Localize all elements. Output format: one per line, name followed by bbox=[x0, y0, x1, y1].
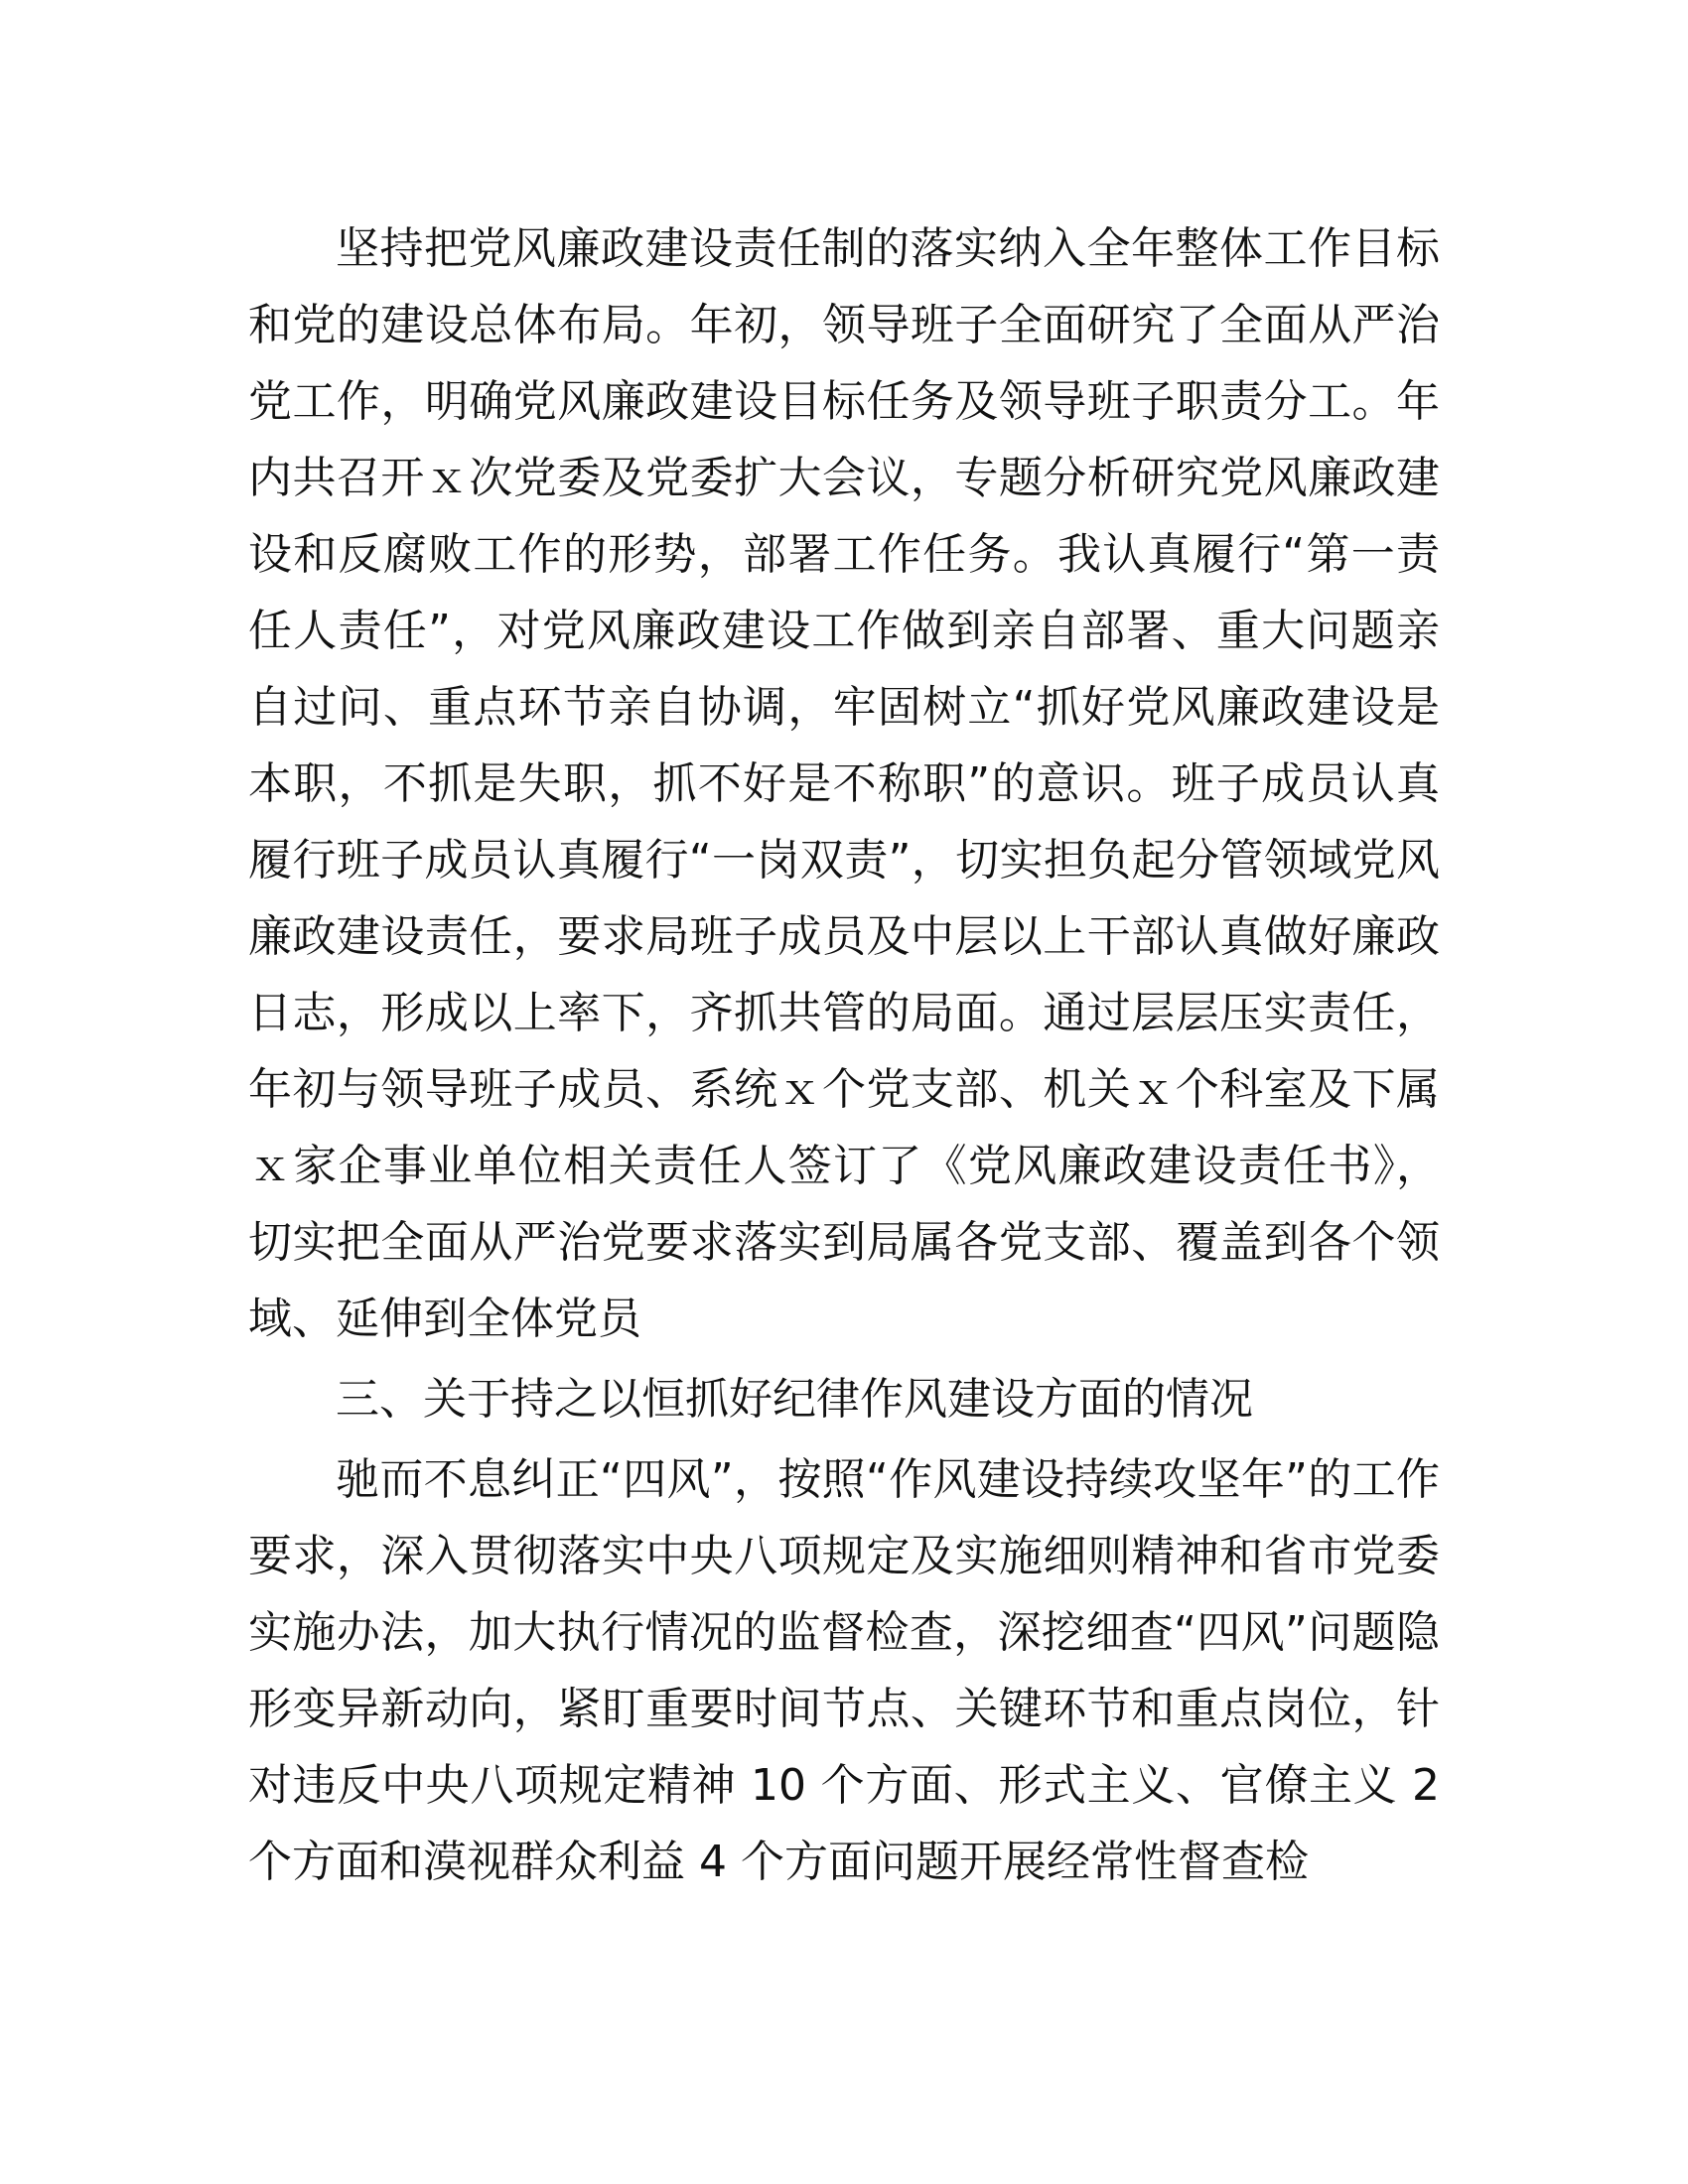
body-paragraph: 坚持把党风廉政建设责任制的落实纳入全年整体工作目标和党的建设总体布局。年初，领导班子全面研究了全面从严治党工作，明确党风廉政建设目标任务及领导班子职责分工。年内共召开ｘ次党委及党委扩大会议，专题分析研究党风廉政建设和反腐败工作的形势，部署工作任务。我认真履行“第一责任人责任”，对党风廉政建设工作做到亲自部署、重大问题亲自过问、重点环节亲自协调，牢固树立“抓好党风廉政建设是本职，不抓是失职，抓不好是不称职”的意识。班子成员认真履行班子成员认真履行“一岗双责”，切实担负起分管领域党风廉政建设责任，要求局班子成员及中层以上干部认真做好廉政日志，形成以上率下，齐抓共管的局面。通过层层压实责任，年初与领导班子成员、系统ｘ个党支部、机关ｘ个科室及下属ｘ家企事业单位相关责任人签订了《党风廉政建设责任书》，切实把全面从严治党要求落实到局属各党支部、覆盖到各个领域、延伸到全体党员 bbox=[248, 223, 1440, 1344]
document-body bbox=[248, 210, 1440, 1900]
section-heading: 三、关于持之以恒抓好纪律作风建设方面的情况 bbox=[336, 1374, 1253, 1425]
body-paragraph-2: 驰而不息纠正“四风”，按照“作风建设持续攻坚年”的工作要求，深入贯彻落实中央八项规定及实施细则精神和省市党委实施办法，加大执行情况的监督检查，深挖细查“四风”问题隐形变异新动向，紧盯重要时间节点、关键环节和重点岗位，针对违反中央八项规定精神 10 个方面、形式主义、官僚主义 2 个方面和漠视群众利益 4 个方面问题开展经常性督查检 bbox=[248, 1454, 1440, 1887]
